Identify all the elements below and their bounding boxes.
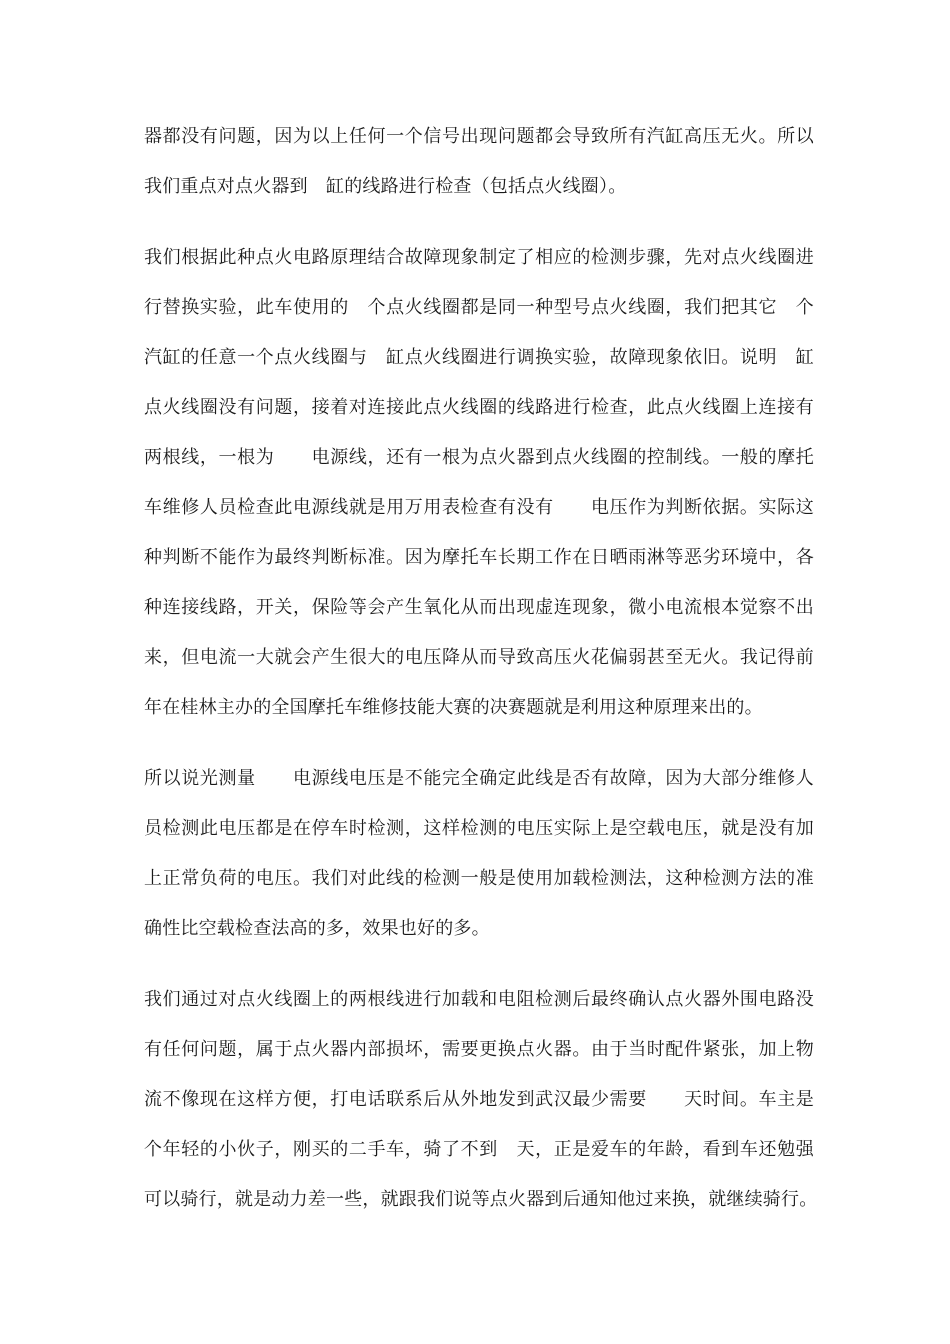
paragraph-2-line-6: 车维修人员检查此电源线就是用万用表检查有没有 电压作为判断依据。实际这 [144,497,814,518]
paragraph-2-line-3: 汽缸的任意一个点火线圈与 缸点火线圈进行调换实验，故障现象依旧。说明 缸 [144,347,814,368]
paragraph-2-line-2: 行替换实验，此车使用的 个点火线圈都是同一种型号点火线圈，我们把其它 个 [144,297,814,318]
paragraph-4-line-4: 个年轻的小伙子，刚买的二手车，骑了不到 天，正是爱车的年龄，看到车还勉强 [144,1139,814,1160]
paragraph-2-line-10: 年在桂林主办的全国摩托车维修技能大赛的决赛题就是利用这种原理来出的。 [144,697,763,718]
paragraph-4-line-2: 有任何问题，属于点火器内部损坏，需要更换点火器。由于当时配件紧张，加上物 [144,1039,814,1060]
paragraph-4-line-1: 我们通过对点火线圈上的两根线进行加载和电阻检测后最终确认点火器外围电路没 [144,989,814,1010]
paragraph-3-line-3: 上正常负荷的电压。我们对此线的检测一般是使用加载检测法，这种检测方法的准 [144,868,814,889]
paragraph-4-line-3: 流不像现在这样方便，打电话联系后从外地发到武汉最少需要 天时间。车主是 [144,1089,814,1110]
paragraph-2-line-4: 点火线圈没有问题，接着对连接此点火线圈的线路进行检查，此点火线圈上连接有 [144,397,814,418]
paragraph-3-line-4: 确性比空载检查法高的多，效果也好的多。 [144,918,490,939]
paragraph-3-line-1: 所以说光测量 电源线电压是不能完全确定此线是否有故障，因为大部分维修人 [144,768,814,789]
paragraph-1-line-1: 器都没有问题，因为以上任何一个信号出现问题都会导致所有汽缸高压无火。所以 [144,126,814,147]
paragraph-2-line-1: 我们根据此种点火电路原理结合故障现象制定了相应的检测步骤，先对点火线圈进 [144,247,814,268]
paragraph-2-line-9: 来，但电流一大就会产生很大的电压降从而导致高压火花偏弱甚至无火。我记得前 [144,647,814,668]
paragraph-2-line-8: 种连接线路，开关，保险等会产生氧化从而出现虚连现象，微小电流根本觉察不出 [144,597,814,618]
paragraph-4-line-5: 可以骑行，就是动力差一些，就跟我们说等点火器到后通知他过来换，就继续骑行。 [144,1189,818,1210]
paragraph-2-line-7: 种判断不能作为最终判断标准。因为摩托车长期工作在日晒雨淋等恶劣环境中，各 [144,547,814,568]
paragraph-1-line-2: 我们重点对点火器到 缸的线路进行检查（包括点火线圈）。 [144,176,627,197]
paragraph-3-line-2: 员检测此电压都是在停车时检测，这样检测的电压实际上是空载电压，就是没有加 [144,818,814,839]
paragraph-2-line-5: 两根线，一根为 电源线，还有一根为点火器到点火线圈的控制线。一般的摩托 [144,447,814,468]
